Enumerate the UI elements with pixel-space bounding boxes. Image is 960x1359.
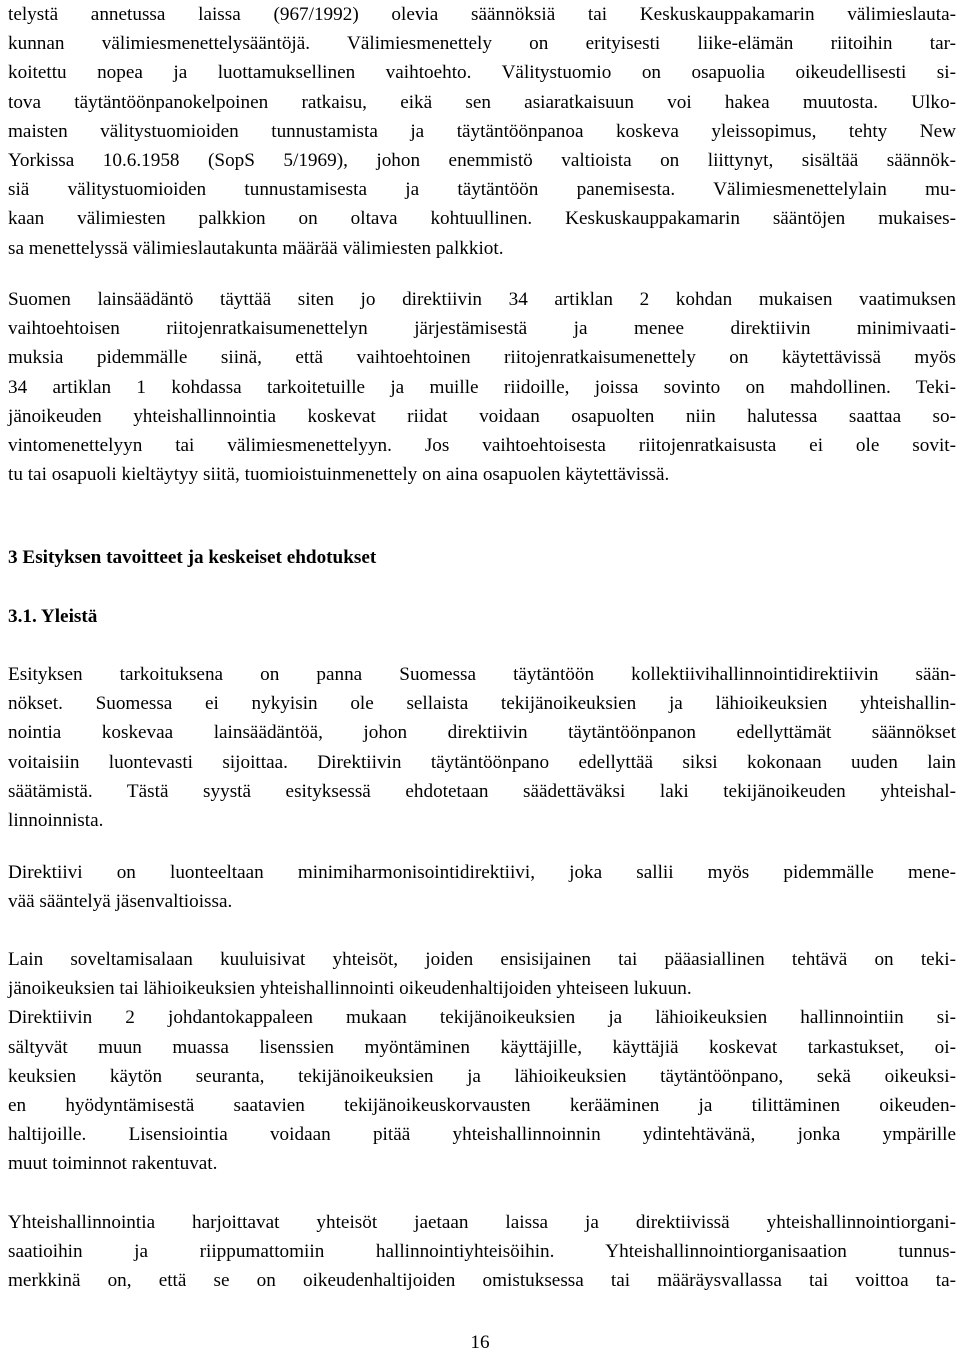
text-line: jänoikeuksien tai lähioikeuksien yhteishallinnointi oikeudenhaltijoiden yhteiseen lukuun. xyxy=(8,978,692,1000)
text-line: jänoikeuden yhteishallinnointia koskevat riidat voidaan osapuolten niin halutessa saattaa so- xyxy=(8,405,956,427)
text-line: saatioihin ja riippumattomiin hallinnointiyhteisöihin. Yhteishallinnointiorganisaation tunnus- xyxy=(8,1241,956,1263)
paragraph-purpose xyxy=(8,660,956,835)
text-line: Esityksen tarkoituksena on panna Suomessa täytäntöön kollektiivihallinnointidirektiivin sään- xyxy=(8,664,956,685)
paragraph-article34 xyxy=(8,285,956,489)
text-line: muut toiminnot rakentuvat. xyxy=(8,1153,218,1175)
text-line: Yhteishallinnointia harjoittavat yhteisöt jaetaan laissa ja direktiivissä yhteishallinnointiorgani- xyxy=(8,1212,956,1233)
text-line: maisten välitystuomioiden tunnustamista ja täytäntöönpanoa koskeva yleissopimus, tehty New xyxy=(8,120,956,142)
text-line: voitaisiin luontevasti sijoittaa. Direktiivin täytäntöönpano edellyttää siksi kokonaan uuden lain xyxy=(8,751,956,773)
page-number: 16 xyxy=(470,1332,490,1353)
text-line: haltijoille. Lisensiointia voidaan pitää yhteishallinnoinnin ydintehtävänä, jonka ympärille xyxy=(8,1124,956,1146)
text-line: siä välitystuomioiden tunnustamisesta ja täytäntöön panemisesta. Välimiesmenettelylain mu- xyxy=(8,179,956,201)
text-line: kaan välimiesten palkkion on oltava kohtuullinen. Keskuskauppakamarin sääntöjen mukaises- xyxy=(8,208,956,230)
text-line: säätämistä. Tästä syystä esityksessä ehdotetaan säädettäväksi laki tekijänoikeuden yhteishal- xyxy=(8,780,956,802)
text-line: Suomen lainsäädäntö täyttää siten jo direktiivin 34 artiklan 2 kohdan mukaisen vaatimuksen xyxy=(8,289,956,310)
text-line: vintomenettelyyn tai välimiesmenettelyyn. Jos vaihtoehtoisesta riitojenratkaisusta ei ole sovit- xyxy=(8,435,956,457)
text-line: nointia koskevaa lainsäädäntöä, johon direktiivin täytäntöönpanon edellyttämät säännökset xyxy=(8,722,956,744)
text-line: telystä annetussa laissa (967/1992) olevia säännöksiä tai Keskuskauppakamarin välimieslauta- xyxy=(8,4,956,25)
text-line: en hyödyntämisestä saatavien tekijänoikeuskorvausten kerääminen ja tilittäminen oikeuden- xyxy=(8,1095,956,1117)
text-line: vää sääntelyä jäsenvaltioissa. xyxy=(8,891,233,913)
text-line: Direktiivi on luonteeltaan minimiharmonisointidirektiivi, joka sallii myös pidemmälle mene- xyxy=(8,862,956,883)
text-line: sältyvät muun muassa lisenssien myöntäminen käyttäjille, käyttäjiä koskevat tarkastukset, oi- xyxy=(8,1036,956,1058)
text-line: koitettu nopea ja luottamuksellinen vaihtoehto. Välitystuomio on osapuolia oikeudellisesti si- xyxy=(8,62,956,84)
text-line: nökset. Suomessa ei nykyisin ole sellaista tekijänoikeuksien ja lähioikeuksien yhteishallin- xyxy=(8,693,956,715)
text-line: 34 artiklan 1 kohdassa tarkoitetuille ja muille riidoille, joissa sovinto on mahdollinen. Teki- xyxy=(8,376,956,398)
paragraph-minimum-harmonisation xyxy=(8,858,956,916)
text-line: muksia pidemmälle siinä, että vaihtoehtoinen riitojenratkaisumenettely on käytettävissä myös xyxy=(8,347,956,369)
text-line: sa menettelyssä välimieslautakunta määrää välimiesten palkkiot. xyxy=(8,237,504,259)
text-line: Lain soveltamisalaan kuuluisivat yhteisöt, joiden ensisijainen tai pääasiallinen tehtävä on teki- xyxy=(8,949,956,970)
text-line: merkkinä on, että se on oikeudenhaltijoiden omistuksessa tai määräysvallassa tai voittoa ta- xyxy=(8,1270,956,1292)
text-line: linnoinnista. xyxy=(8,810,104,832)
paragraph-organisations xyxy=(8,1208,956,1296)
text-line: vaihtoehtoisen riitojenratkaisumenettelyn järjestämisestä ja menee direktiivin minimivaati- xyxy=(8,318,956,340)
text-line: tova täytäntöönpanokelpoinen ratkaisu, eikä sen asiaratkaisuun voi hakea muutosta. Ulko- xyxy=(8,91,956,113)
text-line: tu tai osapuoli kieltäytyy siitä, tuomioistuinmenettely on aina osapuolen käytettävissä. xyxy=(8,464,670,486)
paragraph-scope xyxy=(8,945,956,1179)
subsection-heading: 3.1. Yleistä xyxy=(8,606,98,627)
text-line: Yorkissa 10.6.1958 (SopS 5/1969), johon enemmistö valtioista on liittynyt, sisältää säännök- xyxy=(8,150,956,172)
section-heading: 3 Esityksen tavoitteet ja keskeiset ehdotukset xyxy=(8,547,377,568)
text-line: Direktiivin 2 johdantokappaleen mukaan tekijänoikeuksien ja lähioikeuksien hallinnointiin si- xyxy=(8,1007,956,1029)
paragraph-arbitration xyxy=(8,0,956,263)
text-line: kunnan välimiesmenettelysääntöjä. Välimiesmenettely on erityisesti liike-elämän riitoihin tar- xyxy=(8,33,956,55)
text-line: keuksien käytön seuranta, tekijänoikeuksien ja lähioikeuksien täytäntöönpano, sekä oikeuksi- xyxy=(8,1065,956,1087)
